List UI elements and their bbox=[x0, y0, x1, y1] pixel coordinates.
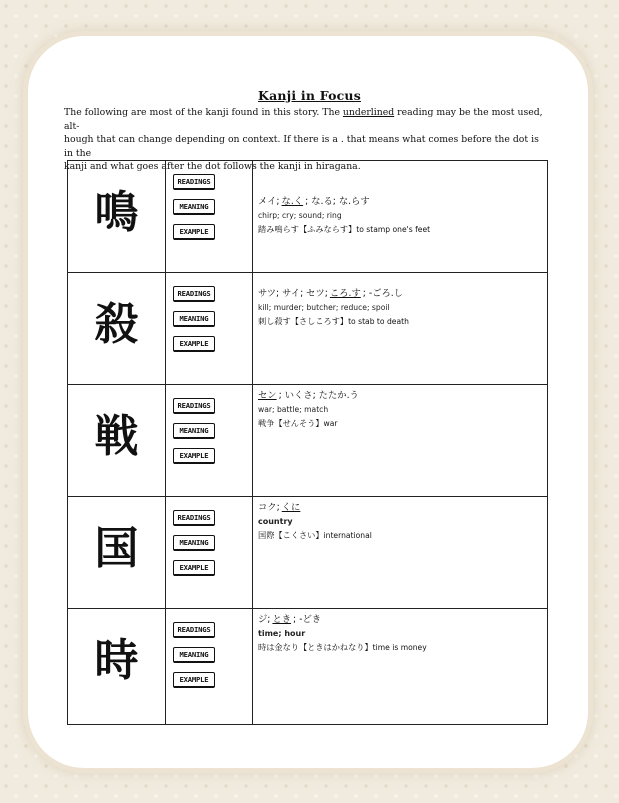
kanji-row bbox=[68, 385, 548, 497]
kanji-character: 鳴 bbox=[94, 187, 139, 238]
label-cell bbox=[166, 385, 253, 497]
example-english: to stab to death bbox=[348, 317, 409, 326]
example-text bbox=[258, 223, 547, 236]
kanji-cell bbox=[68, 609, 166, 725]
example-text bbox=[258, 529, 547, 542]
example-badge: EXAMPLE bbox=[173, 448, 215, 464]
meaning-text: war; battle; match bbox=[258, 405, 329, 414]
readings-text bbox=[258, 613, 547, 626]
intro-text-line1-rest: reading may be the most used, alt- bbox=[64, 107, 543, 132]
page-title: Kanji in Focus bbox=[258, 88, 361, 103]
meaning-badge: MEANING bbox=[173, 535, 215, 551]
example-japanese: 時は金なり【ときはかねなり】 bbox=[258, 642, 373, 652]
meaning-badge: MEANING bbox=[173, 311, 215, 327]
info-cell bbox=[253, 273, 548, 385]
example-text bbox=[258, 641, 547, 654]
info-cell bbox=[253, 385, 548, 497]
readings-badge: READINGS bbox=[173, 622, 215, 638]
example-japanese: 刺し殺す【さしころす】 bbox=[258, 316, 349, 326]
kanji-character: 殺 bbox=[94, 299, 139, 350]
meaning-badge: MEANING bbox=[173, 199, 215, 215]
label-cell bbox=[166, 497, 253, 609]
reading-segment: ; -どき bbox=[293, 614, 322, 625]
meaning-text: chirp; cry; sound; ring bbox=[258, 211, 342, 220]
reading-segment: な.く bbox=[281, 196, 304, 207]
kanji-row bbox=[68, 273, 548, 385]
reading-segment: とき bbox=[272, 614, 292, 625]
label-cell bbox=[166, 161, 253, 273]
info-cell bbox=[253, 497, 548, 609]
kanji-row bbox=[68, 161, 548, 273]
meaning-text: time; hour bbox=[258, 629, 306, 638]
info-cell bbox=[253, 609, 548, 725]
meaning-badge: MEANING bbox=[173, 647, 215, 663]
example-english: time is money bbox=[372, 643, 427, 652]
label-cell bbox=[166, 273, 253, 385]
kanji-cell bbox=[68, 273, 166, 385]
example-english: war bbox=[323, 419, 338, 428]
readings-badge: READINGS bbox=[173, 174, 215, 190]
reading-segment: ; -ごろ.し bbox=[362, 288, 404, 299]
kanji-row bbox=[68, 497, 548, 609]
intro-text-line3: kanji and what goes after the dot follows the kanji in hiragana. bbox=[64, 161, 361, 173]
kanji-character: 時 bbox=[94, 635, 139, 686]
example-badge: EXAMPLE bbox=[173, 224, 215, 240]
kanji-character: 国 bbox=[94, 523, 139, 574]
example-japanese: 国際【こくさい】 bbox=[258, 530, 324, 540]
intro-underlined-word: underlined bbox=[342, 107, 395, 118]
readings-badge: READINGS bbox=[173, 398, 215, 414]
example-badge: EXAMPLE bbox=[173, 560, 215, 576]
meaning-text: kill; murder; butcher; reduce; spoil bbox=[258, 303, 390, 312]
reading-segment: メイ; bbox=[258, 196, 280, 207]
example-japanese: 踏み鳴らす【ふみならす】 bbox=[258, 224, 357, 234]
reading-segment: ; いくさ; たたか.う bbox=[278, 390, 359, 401]
reading-segment: コク; bbox=[258, 502, 280, 513]
readings-badge: READINGS bbox=[173, 510, 215, 526]
meaning-badge: MEANING bbox=[173, 423, 215, 439]
readings-badge: READINGS bbox=[173, 286, 215, 302]
example-english: international bbox=[323, 531, 372, 540]
reading-segment: ころ.す bbox=[329, 288, 361, 299]
kanji-cell bbox=[68, 497, 166, 609]
readings-text bbox=[258, 195, 547, 208]
kanji-cell bbox=[68, 161, 166, 273]
example-japanese: 戦争【せんそう】 bbox=[258, 418, 324, 428]
example-text bbox=[258, 315, 547, 328]
kanji-table bbox=[67, 160, 548, 725]
meaning-text: country bbox=[258, 517, 293, 526]
intro-text-line2: hough that can change depending on context. If there is a . that means what comes before the dot is in the bbox=[64, 134, 539, 159]
reading-segment: セン bbox=[258, 390, 277, 401]
readings-text bbox=[258, 287, 547, 300]
label-cell bbox=[166, 609, 253, 725]
reading-segment: サツ; サイ; セツ; bbox=[258, 288, 328, 299]
kanji-cell bbox=[68, 385, 166, 497]
reading-segment: ; な.る; な.らす bbox=[305, 196, 370, 207]
example-english: to stamp one's feet bbox=[356, 225, 431, 234]
example-text bbox=[258, 417, 547, 430]
example-badge: EXAMPLE bbox=[173, 672, 215, 688]
intro-text-start: The following are most of the kanji found in this story. The bbox=[64, 107, 343, 118]
readings-text bbox=[258, 501, 547, 514]
reading-segment: ジ; bbox=[258, 614, 271, 625]
reading-segment: くに bbox=[281, 502, 301, 513]
kanji-row bbox=[68, 609, 548, 725]
kanji-character: 戦 bbox=[94, 411, 139, 462]
info-cell bbox=[253, 161, 548, 273]
example-badge: EXAMPLE bbox=[173, 336, 215, 352]
readings-text bbox=[258, 389, 547, 402]
